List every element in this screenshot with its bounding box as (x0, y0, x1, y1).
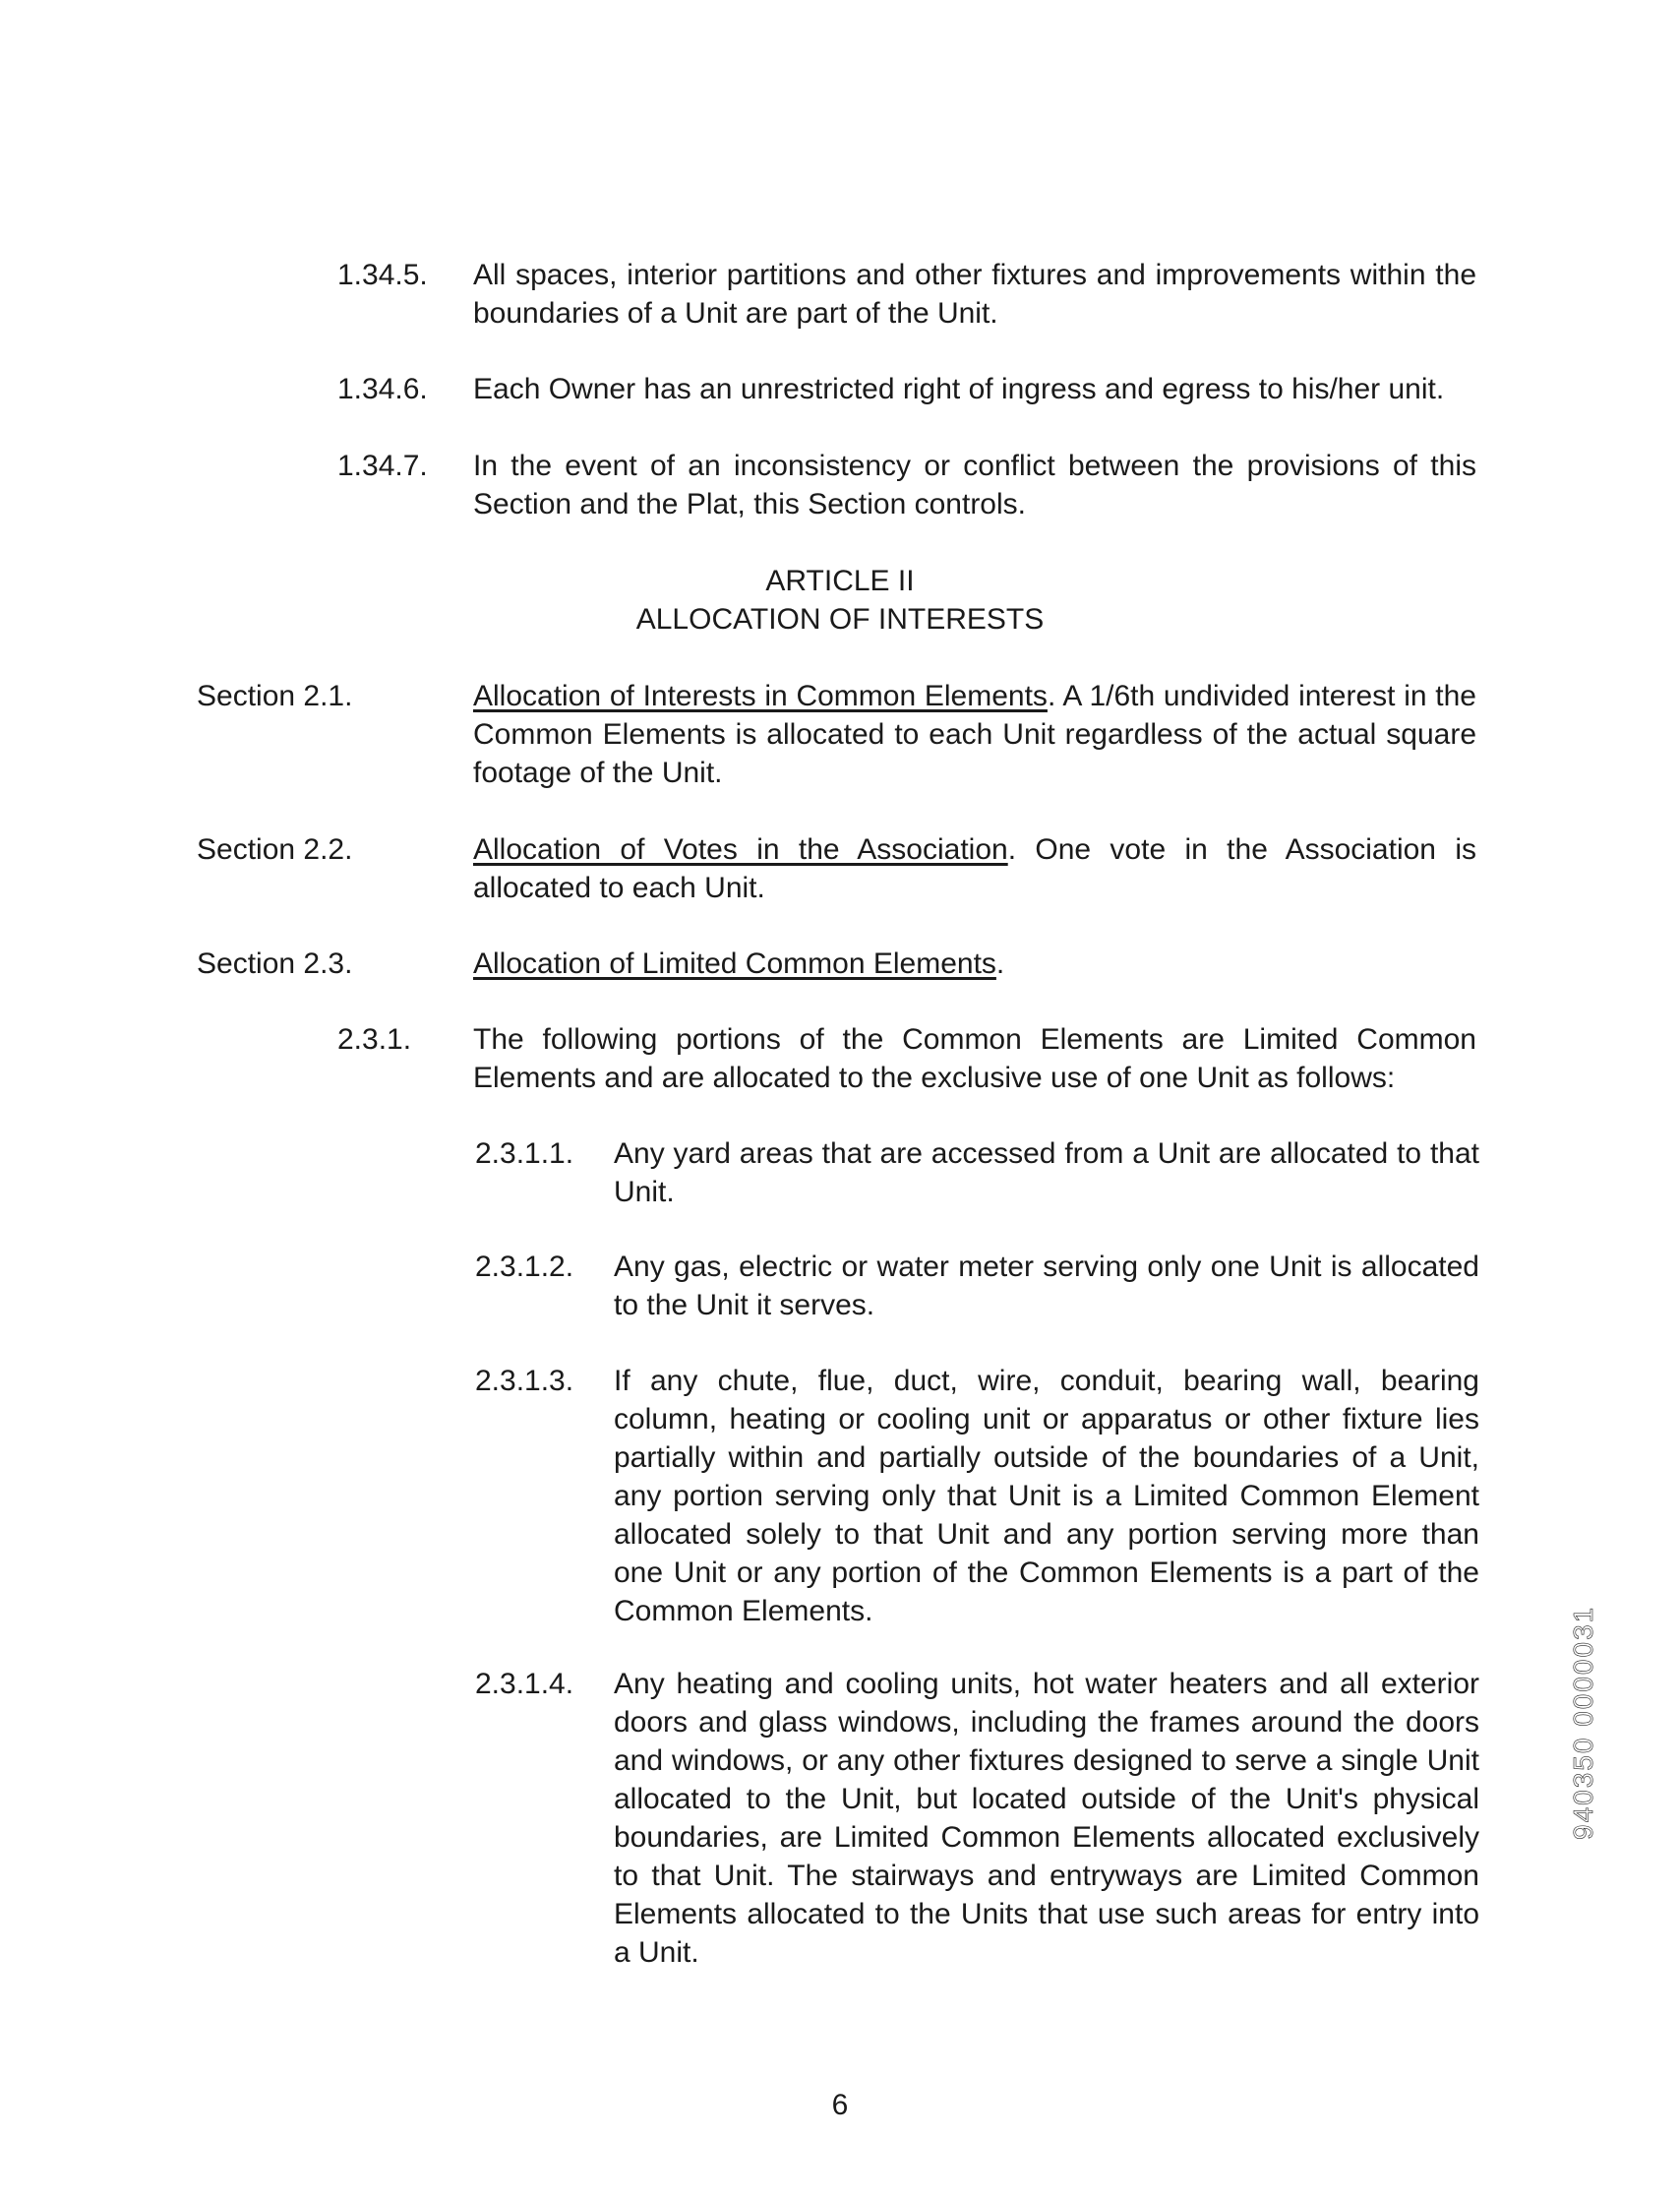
section-label-2-2: Section 2.2. (197, 833, 353, 866)
recording-stamp: 940350 0000031 (1568, 1605, 1598, 1840)
item-text-2-3-1-1: Any yard areas that are accessed from a Unit are allocated to that Unit. (614, 1137, 1479, 1208)
section-text-2-1: . A 1/6th undivided interest in the Common Elements is allocated to each Unit regardless of the actual square footage of the Unit. (473, 680, 1476, 789)
item-text-2-3-1-4: Any heating and cooling units, hot water heaters and all exterior doors and glass windows, including the frames around the doors and windows, or any other fixtures designed to serve a single Unit allocated to the Unit, but located outside of the Unit's physical boundaries, are Limited Common Elements allocated exclusively to that Unit. The stairways and entryways are Limited Common Elements allocated to the Units that use such areas for entry into a Unit. (614, 1668, 1479, 1969)
section-body-2-3 (473, 945, 1476, 983)
item-text-2-3-1-3: If any chute, flue, duct, wire, conduit, bearing wall, bearing column, heating or cooling unit or apparatus or other fixture lies partially within and partially outside of the boundaries of a Unit, any portion serving only that Unit is a Limited Common Element allocated solely to that Unit and any portion serving more than one Unit or any portion of the Common Elements is a part of the Common Elements. (614, 1365, 1479, 1627)
item-number-2-3-1-4: 2.3.1.4. (475, 1668, 574, 1700)
section-text-2-3: . (995, 947, 1005, 980)
article-title: ALLOCATION OF INTERESTS (635, 603, 1045, 636)
item-number-2-3-1-3: 2.3.1.3. (475, 1365, 574, 1397)
section-label-2-1: Section 2.1. (197, 680, 353, 712)
article-number: ARTICLE II (765, 565, 915, 597)
item-text-2-3-1-2: Any gas, electric or water meter serving only one Unit is allocated to the Unit it serves. (614, 1251, 1479, 1321)
item-number-2-3-1-2: 2.3.1.2. (475, 1251, 574, 1283)
item-text-2-3-1: The following portions of the Common Elements are Limited Common Elements and are allocated to the exclusive use of one Unit as follows: (473, 1023, 1476, 1094)
item-number-1-34-6: 1.34.6. (337, 373, 428, 405)
section-label-2-3: Section 2.3. (197, 947, 353, 980)
section-body-2-2 (473, 830, 1476, 907)
section-heading-2-1: Allocation of Interests in Common Elements (473, 680, 1048, 712)
item-number-2-3-1-1: 2.3.1.1. (475, 1137, 574, 1170)
section-text-2-2: . One vote in the Association is allocated to each Unit. (473, 833, 1476, 904)
item-number-1-34-5: 1.34.5. (337, 259, 428, 291)
item-number-1-34-7: 1.34.7. (337, 450, 428, 482)
item-number-2-3-1: 2.3.1. (337, 1023, 412, 1056)
section-heading-2-3: Allocation of Limited Common Elements (473, 947, 996, 980)
page-number: 6 (831, 2089, 849, 2121)
item-text-1-34-6: Each Owner has an unrestricted right of ingress and egress to his/her unit. (473, 373, 1445, 405)
section-heading-2-2: Allocation of Votes in the Association (473, 833, 1008, 866)
item-text-1-34-7: In the event of an inconsistency or conflict between the provisions of this Section and the Plat, this Section controls. (473, 450, 1476, 520)
item-text-1-34-5: All spaces, interior partitions and other fixtures and improvements within the boundaries of a Unit are part of the Unit. (473, 259, 1476, 330)
section-body-2-1 (473, 677, 1476, 792)
